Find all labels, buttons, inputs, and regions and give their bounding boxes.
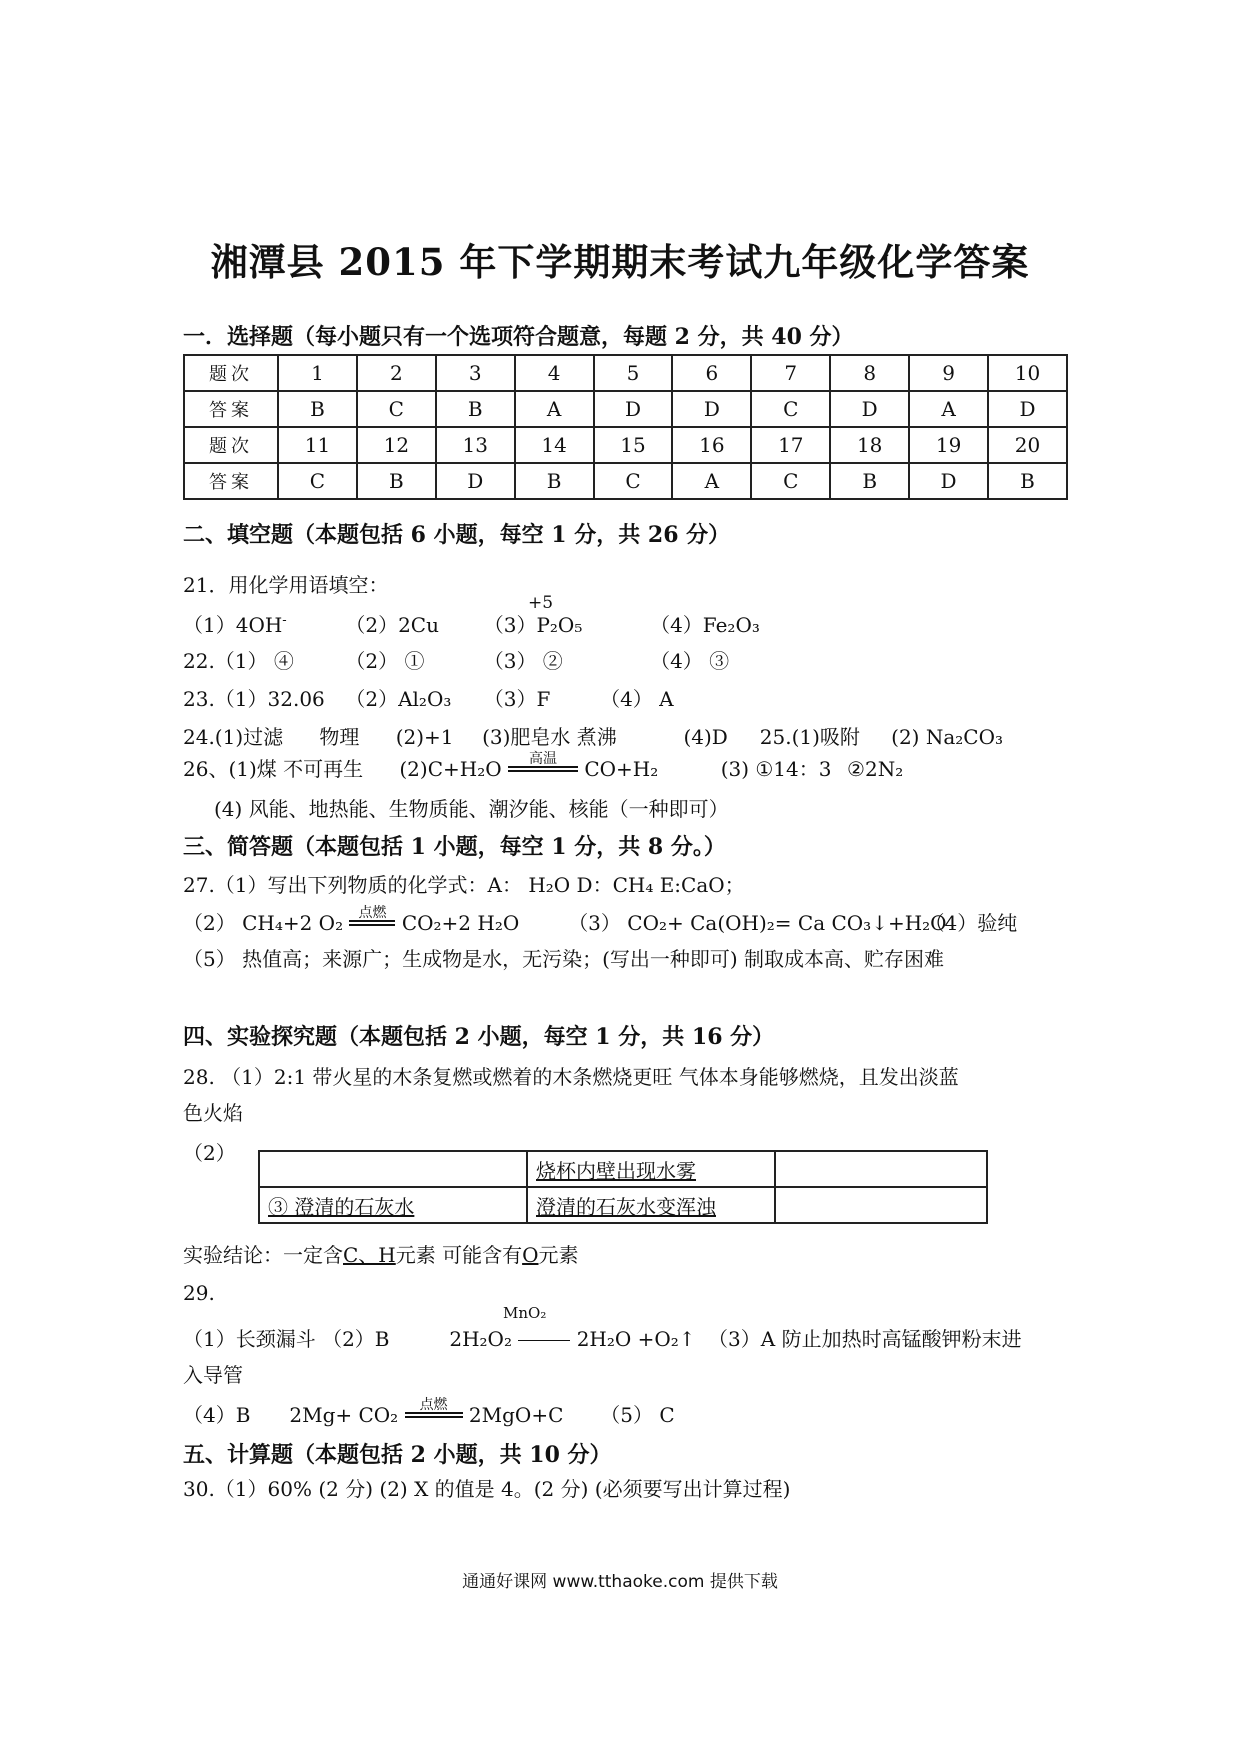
q28-1: 28. （1）2:1 带火星的木条复燃或燃着的木条燃烧更旺 气体本身能够燃烧，且发出淡蓝 <box>183 1065 959 1089</box>
q27-2-condition: 点燃 <box>358 904 387 921</box>
table-cell: 13 <box>436 427 515 463</box>
q24-3: (3)肥皂水 煮沸 <box>482 725 617 749</box>
q29-1: （1）长颈漏斗 （2）B <box>183 1327 390 1351</box>
q29-eq-right: 2H₂O +O₂↑ <box>576 1327 696 1351</box>
q29-1-to-3 <box>183 1326 1022 1352</box>
section1-heading: 一．选择题（每小题只有一个选项符合题意，每题 2 分，共 40 分） <box>183 324 854 350</box>
experiment-table <box>258 1150 988 1224</box>
table-cell: D <box>594 391 673 427</box>
table-cell: A <box>515 391 594 427</box>
table-cell: B <box>830 463 909 499</box>
q22-c: （3） ② <box>483 649 563 673</box>
q27-2-left: （2） CH₄+2 O₂ <box>183 911 344 935</box>
table-row <box>184 391 1067 427</box>
table-cell: D <box>988 391 1067 427</box>
table-cell: 14 <box>515 427 594 463</box>
table-cell: 7 <box>751 355 830 391</box>
table-cell: D <box>909 463 988 499</box>
row-label: 题次 <box>184 355 278 391</box>
table-cell: B <box>988 463 1067 499</box>
q26-3: (3) ①14：3 <box>720 757 832 781</box>
q29-5: （5） C <box>600 1403 675 1427</box>
table-cell: A <box>672 463 751 499</box>
q29-4-left: 2Mg+ CO₂ <box>289 1403 399 1427</box>
q27-4: （4）验纯 <box>924 911 1018 935</box>
table-cell <box>259 1151 527 1187</box>
q29-4-5 <box>183 1396 675 1428</box>
q21-b: （2）2Cu <box>345 613 439 637</box>
table-cell: C <box>357 391 436 427</box>
table-cell: B <box>515 463 594 499</box>
q24-4: (4)D <box>683 725 728 749</box>
q26-4: (4) 风能、地热能、生物质能、潮汐能、核能（一种即可） <box>214 797 729 821</box>
q29-4-right: 2MgO+C <box>468 1403 564 1427</box>
q22-b: （2） ① <box>345 649 425 673</box>
q21-answers <box>183 612 760 638</box>
table-cell <box>775 1151 987 1187</box>
q25-1: 25.(1)吸附 <box>759 725 860 749</box>
reaction-line-icon <box>518 1340 570 1341</box>
table-row <box>184 463 1067 499</box>
table-cell: 16 <box>672 427 751 463</box>
q22-d: （4） ③ <box>650 649 730 673</box>
table-cell: 烧杯内壁出现水雾 <box>527 1151 775 1187</box>
q24-2: (2)+1 <box>395 725 454 749</box>
q23-c: （3）F <box>483 687 551 711</box>
table-cell: 15 <box>594 427 673 463</box>
q26-2-right: CO+H₂ <box>584 757 659 781</box>
q29-3: （3）A 防止加热时高锰酸钾粉末进 <box>708 1327 1022 1351</box>
table-cell: D <box>436 463 515 499</box>
q24-q25-answers <box>183 724 1003 750</box>
q29-label: 29. <box>183 1281 215 1305</box>
q29-eq-left: 2H₂O₂ <box>449 1327 512 1351</box>
table-cell: 2 <box>357 355 436 391</box>
q28-1-cont: 色火焰 <box>183 1101 243 1125</box>
table-cell: C <box>594 463 673 499</box>
q24-1b: 物理 <box>319 725 360 749</box>
q21-a: （1）4OH <box>183 613 283 637</box>
q29-3-cont: 入导管 <box>183 1363 243 1387</box>
q26-1: 26、(1)煤 不可再生 <box>183 757 364 781</box>
table-cell: D <box>830 391 909 427</box>
table-cell: 1 <box>278 355 357 391</box>
q29-catalyst: MnO₂ <box>503 1304 547 1322</box>
table-cell: 9 <box>909 355 988 391</box>
section4-heading: 四、实验探究题（本题包括 2 小题，每空 1 分，共 16 分） <box>183 1024 775 1050</box>
q26-2-left: (2)C+H₂O <box>399 757 502 781</box>
section2-heading: 二、填空题（本题包括 6 小题，每空 1 分，共 26 分） <box>183 522 731 548</box>
table-row <box>259 1187 987 1223</box>
table-cell: 10 <box>988 355 1067 391</box>
table-cell: 8 <box>830 355 909 391</box>
table-cell: 18 <box>830 427 909 463</box>
page-title: 湘潭县 2015 年下学期期末考试九年级化学答案 <box>210 240 1030 284</box>
q28-2-label: （2） <box>183 1141 236 1165</box>
table-cell: ③ 澄清的石灰水 <box>259 1187 527 1223</box>
table-cell: B <box>436 391 515 427</box>
q21-a-charge: - <box>282 613 287 628</box>
q29-4-arrow <box>405 1398 463 1418</box>
q21-intro: 21．用化学用语填空： <box>183 573 389 597</box>
table-cell: 11 <box>278 427 357 463</box>
q21-d: （4）Fe₂O₃ <box>650 613 760 637</box>
section5-heading: 五、计算题（本题包括 2 小题，共 10 分） <box>183 1442 612 1468</box>
q22-a: 22.（1） ④ <box>183 649 294 673</box>
q30: 30.（1）60% (2 分) (2) X 的值是 4。(2 分) (必须要写出计算过程) <box>183 1477 791 1501</box>
q26-answers <box>183 750 904 782</box>
table-cell: 12 <box>357 427 436 463</box>
table-cell: A <box>909 391 988 427</box>
table-cell: 澄清的石灰水变浑浊 <box>527 1187 775 1223</box>
q23-b: （2）Al₂O₃ <box>345 687 452 711</box>
q26-3b: ②2N₂ <box>847 757 904 781</box>
table-cell: 3 <box>436 355 515 391</box>
q27-2-arrow <box>349 906 395 926</box>
table-cell: 6 <box>672 355 751 391</box>
table-row <box>259 1151 987 1187</box>
q29-4-condition: 点燃 <box>419 1396 448 1413</box>
table-cell: D <box>672 391 751 427</box>
table-row <box>184 427 1067 463</box>
table-cell <box>775 1187 987 1223</box>
table-cell: 4 <box>515 355 594 391</box>
table-cell: 19 <box>909 427 988 463</box>
table-cell: C <box>278 463 357 499</box>
row-label: 题次 <box>184 427 278 463</box>
section3-heading: 三、简答题（本题包括 1 小题，每空 1 分，共 8 分。） <box>183 834 726 860</box>
table-cell: 20 <box>988 427 1067 463</box>
q27-3: （3） CO₂+ Ca(OH)₂= Ca CO₃↓+H₂O <box>568 911 947 935</box>
table-cell: C <box>751 391 830 427</box>
table-cell: B <box>357 463 436 499</box>
row-label: 答案 <box>184 463 278 499</box>
choice-answer-table <box>183 354 1068 500</box>
q27-2-right: CO₂+2 H₂O <box>401 911 520 935</box>
table-cell: C <box>751 463 830 499</box>
q21-c: （3）P₂O₅ <box>483 613 583 637</box>
q27-5: （5） 热值高；来源广；生成物是水，无污染；(写出一种即可) 制取成本高、贮存困难 <box>183 947 945 971</box>
footer-source: 通通好课网 www.tthaoke.com 提供下载 <box>462 1572 778 1592</box>
q21-valence-mark: +5 <box>528 593 554 613</box>
table-cell: 5 <box>594 355 673 391</box>
q29-4: （4）B <box>183 1403 251 1427</box>
q26-2-condition: 高温 <box>528 750 557 767</box>
q27-2-to-4 <box>183 904 1018 936</box>
table-row <box>184 355 1067 391</box>
q26-2-arrow <box>508 752 578 772</box>
q28-conclusion: 实验结论：一定含C、H元素 可能含有O元素 <box>183 1243 579 1267</box>
q23-d: （4） A <box>600 687 674 711</box>
q23-a: 23.（1）32.06 <box>183 687 325 711</box>
q25-2: (2) Na₂CO₃ <box>891 725 1004 749</box>
q22-answers <box>183 648 729 674</box>
q23-answers <box>183 686 674 712</box>
q24-1: 24.(1)过滤 <box>183 725 284 749</box>
q27-1: 27.（1）写出下列物质的化学式：A： H₂O D：CH₄ E:CaO； <box>183 873 745 897</box>
row-label: 答案 <box>184 391 278 427</box>
table-cell: 17 <box>751 427 830 463</box>
table-cell: B <box>278 391 357 427</box>
